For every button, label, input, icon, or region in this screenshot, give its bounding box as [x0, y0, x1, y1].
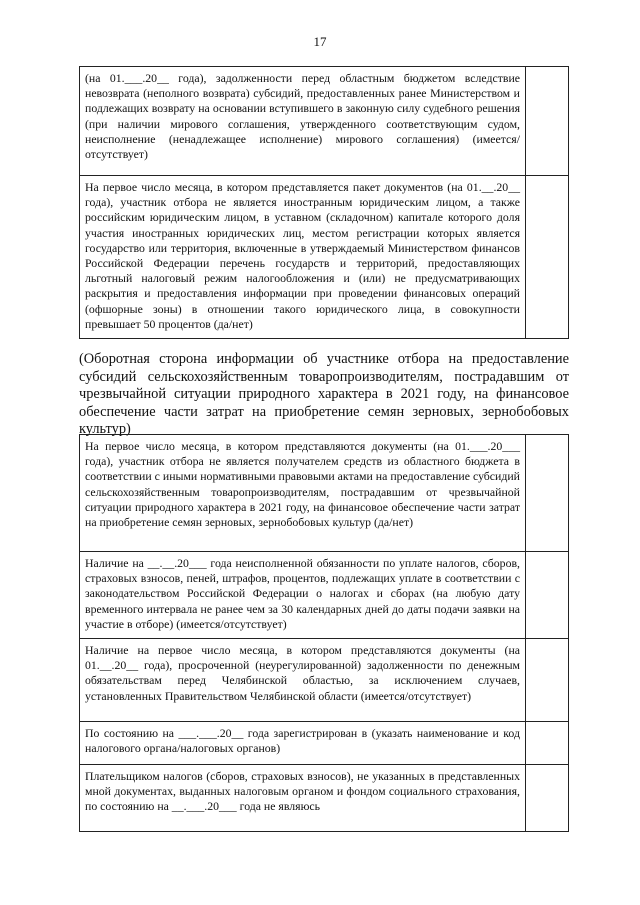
table-row [80, 639, 569, 722]
table-row [80, 722, 569, 765]
row-label: (на 01.___.20__ года), задолженности перед областным бюджетом вследствие невозврата (неполного возврата) субсидий, предоставленных ранее Министерством и подлежащих возврату на основании вступившего в законную силу судебного решения (при наличии мирового соглашения, утвержденного соответствующим судом, неисполнение (ненадлежащее исполнение) мирового соглашения) (имеется/отсутствует) [80, 67, 526, 176]
row-value-field[interactable] [526, 176, 569, 339]
row-value-field[interactable] [526, 552, 569, 639]
form-table-top [79, 66, 569, 339]
row-label: На первое число месяца, в котором представляются документы (на 01.___.20___ года), участник отбора не является получателем средств из областного бюджета в соответствии с иными нормативными правовыми актами на предоставление субсидий сельскохозяйственным товаропроизводителям, пострадавшим от чрезвычайной ситуации природного характера в 2021 году, на финансовое обеспечение части затрат на приобретение семян зерновых, зернобобовых культур (да/нет) [80, 435, 526, 552]
section-caption: (Оборотная сторона информации об участнике отбора на предоставление субсидий сельскохозяйственным товаропроизводителям, пострадавшим от чрезвычайной ситуации природного характера в 2021 году, на финансовое обеспечение части затрат на приобретение семян зерновых, зернобобовых культур) [79, 351, 569, 438]
row-value-field[interactable] [526, 67, 569, 176]
form-table-bottom [79, 434, 569, 832]
row-label: По состоянию на ___.___.20__ года зарегистрирован в (указать наименование и код налогового органа/налоговых органов) [80, 722, 526, 765]
row-label: Наличие на __.__.20___ года неисполненной обязанности по уплате налогов, сборов, страховых взносов, пеней, штрафов, процентов, подлежащих уплате в соответствии с законодательством Российской Федерации о налогах и сборах (на любую дату временного интервала не ранее чем за 30 календарных дней до даты подачи заявки на участие в отборе) (имеется/отсутствует) [80, 552, 526, 639]
table-row [80, 67, 569, 176]
page-number: 17 [313, 34, 327, 49]
table-row [80, 765, 569, 832]
row-value-field[interactable] [526, 435, 569, 552]
row-value-field[interactable] [526, 639, 569, 722]
row-label: Плательщиком налогов (сборов, страховых взносов), не указанных в представленных мной документах, выданных налоговым органом и фондом социального страхования, по состоянию на __.___.20___ года не являюсь [80, 765, 526, 832]
row-label: На первое число месяца, в котором представляется пакет документов (на 01.__.20__ года), участник отбора не является иностранным юридическим лицом, а также российским юридическим лицом, в уставном (складочном) капитале которого доля участия иностранных юридических лиц, местом регистрации которых является государство или территория, включенные в утверждаемый Министерством финансов Российской Федерации перечень государств и территорий, предоставляющих льготный налоговый режим налогообложения и (или) не предусматривающих раскрытия и предоставления информации при проведении финансовых операций (офшорные зоны) в отношении такого юридического лица, в совокупности превышает 50 процентов (да/нет) [80, 176, 526, 339]
row-value-field[interactable] [526, 765, 569, 832]
table-row [80, 176, 569, 339]
table-row [80, 552, 569, 639]
table-row [80, 435, 569, 552]
row-label: Наличие на первое число месяца, в котором представляются документы (на 01.__.20__ года), просроченной (неурегулированной) задолженности по денежным обязательствам перед Челябинской областью, за исключением случаев, установленных Правительством Челябинской области (имеется/отсутствует) [80, 639, 526, 722]
row-value-field[interactable] [526, 722, 569, 765]
